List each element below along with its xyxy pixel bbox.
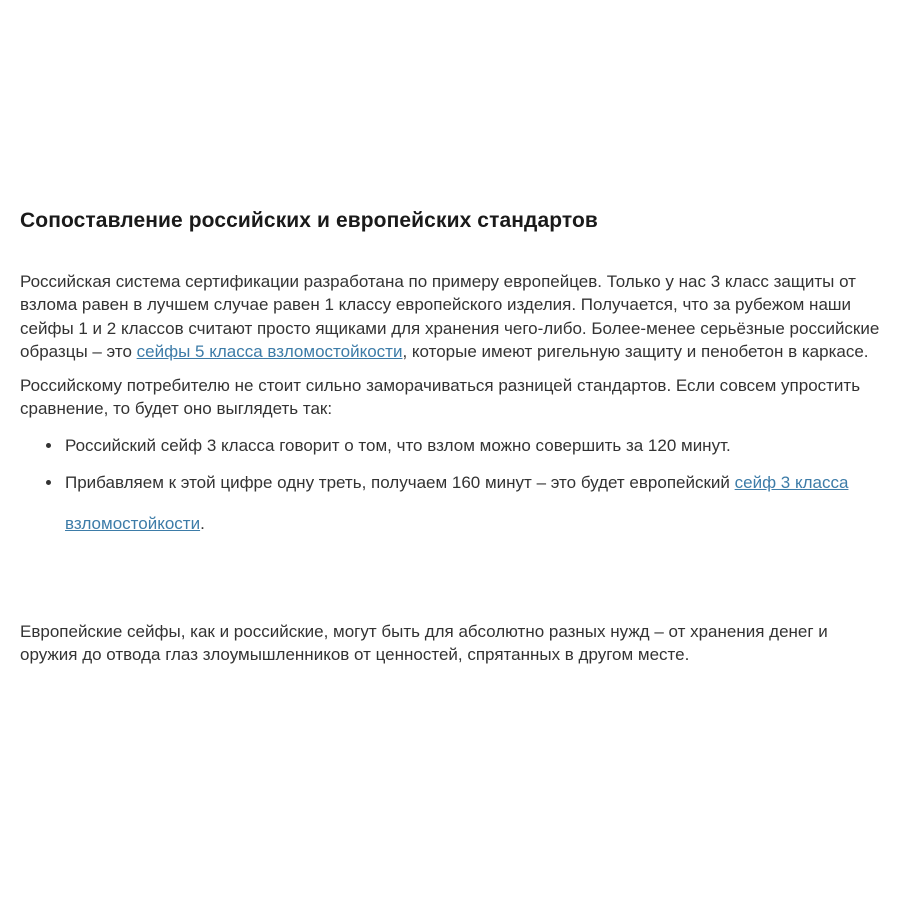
paragraph-comparison-intro: Российскому потребителю не стоит сильно заморачиваться разницей стандартов. Если совсем упростить сравнение, то будет оно выглядеть так: (20, 375, 861, 419)
paragraph-certification-text-after: , которые имеют ригельную защиту и пенобетон в каркасе. (402, 342, 869, 362)
link-safes-class-5[interactable]: сейфы 5 класса взломостойкости (136, 342, 403, 362)
list-item-russian-safe: • Российский сейф 3 класса говорит о том, что взлом можно совершить за 120 минут. (63, 434, 880, 457)
list-item-european-text-before: Прибавляем к этой цифре одну треть, получаем 160 минут – это будет европейский (65, 472, 735, 492)
article-content (20, 0, 880, 667)
paragraph-certification (20, 270, 880, 364)
comparison-list (20, 434, 880, 543)
paragraph-certification-text-before: Российская система сертификации разработана по примеру европейцев. Только у нас 3 класс защиты от взлома равен в лучшем случае равен 1 классу европейского изделия. Получается, что за рубежом наши сейфы 1 и 2 классов считают просто ящиками для хранения чего-либо. Более-менее серьёзные российские образцы – это (20, 272, 880, 362)
paragraph-european-safes: Европейские сейфы, как и российские, могут быть для абсолютно разных нужд – от хранения денег и оружия до отвода глаз злоумышленников от ценностей, спрятанных в другом месте. (20, 621, 828, 665)
section-heading: Сопоставление российских и европейских стандартов (20, 209, 598, 232)
list-item-european-safe (63, 462, 880, 544)
link-safe-class-3[interactable]: сейф 3 класса взломостойкости (65, 472, 849, 533)
list-item-european-text-after: . (200, 513, 205, 533)
